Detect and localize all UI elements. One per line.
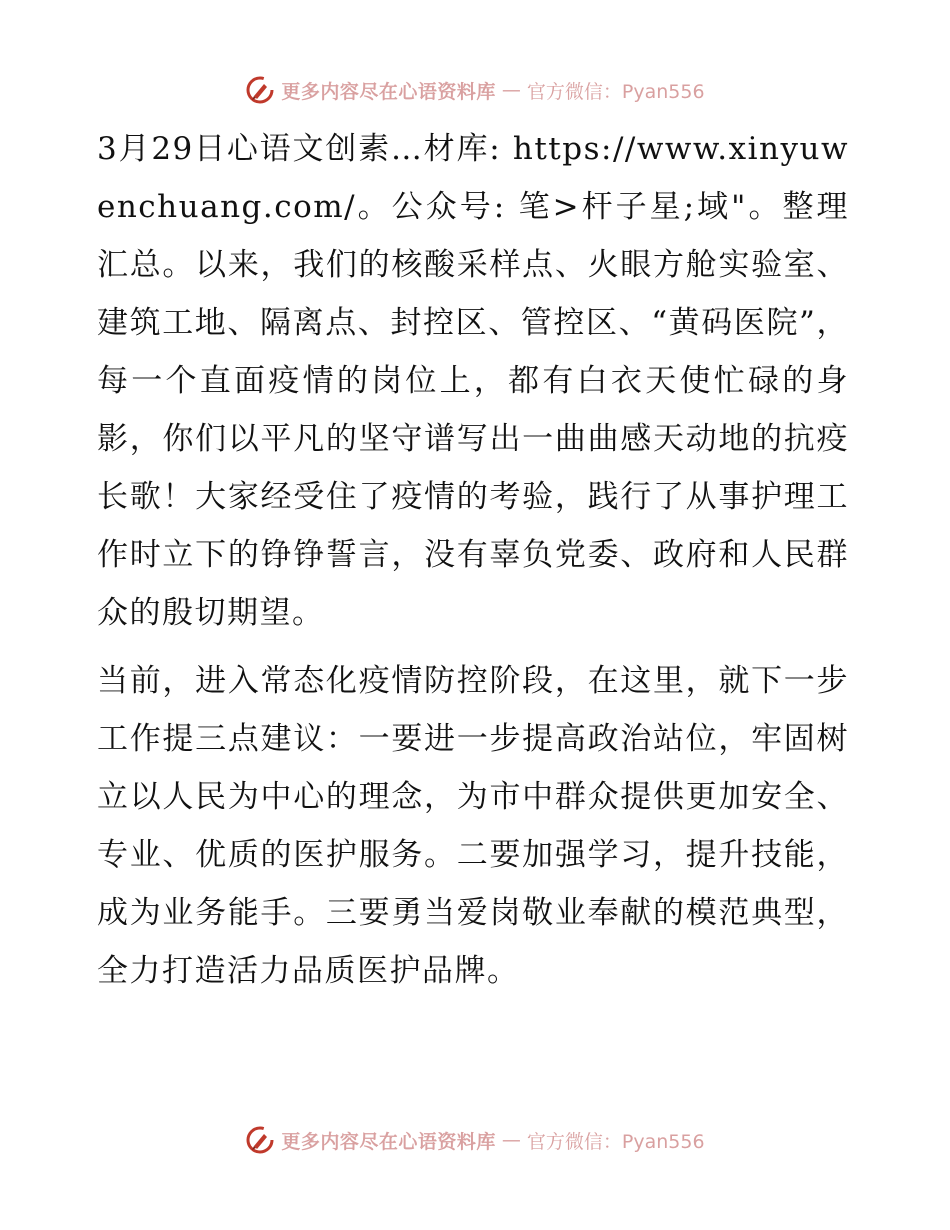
paragraph-2: 当前，进入常态化疫情防控阶段，在这里，就下一步工作提三点建议：一要进一步提高政治站位，牢固树立以人民为中心的理念，为市中群众提供更加安全、专业、优质的医护服务。二要加强学习，提升技能，成为业务能手。三要勇当爱岗敬业奉献的模范典型，全力打造活力品质医护品牌。 [97, 663, 849, 989]
footer-separator: — [501, 1129, 521, 1151]
footer-brand-text: 更多内容尽在心语资料库 [281, 1130, 496, 1153]
document-body [97, 120, 849, 1000]
paragraph-1: 3月29日心语文创素…材库: https://www.xinyuwenchuang.com/。公众号: 笔>杆子星;域"。整理汇总。以来，我们的核酸采样点、火眼方舱实验室、建筑工地、隔离点、封控区、管控区、“黄码医院”，每一个直面疫情的岗位上，都有白衣天使忙碌的身影，你们以平凡的坚守谱写出一曲曲感天动地的抗疫长歌！大家经受住了疫情的考验，践行了从事护理工作时立下的铮铮誓言，没有辜负党委、政府和人民群众的殷切期望。 [97, 131, 849, 631]
header-wechat-text: 官方微信：Pyan556 [526, 80, 705, 103]
footer-banner [0, 1120, 950, 1160]
header-brand-text: 更多内容尽在心语资料库 [281, 80, 496, 103]
pen-nib-logo-icon [245, 1125, 275, 1155]
header-banner [0, 70, 950, 110]
header-separator: — [501, 79, 521, 101]
pen-nib-logo-icon [245, 75, 275, 105]
footer-wechat-text: 官方微信：Pyan556 [526, 1130, 705, 1153]
